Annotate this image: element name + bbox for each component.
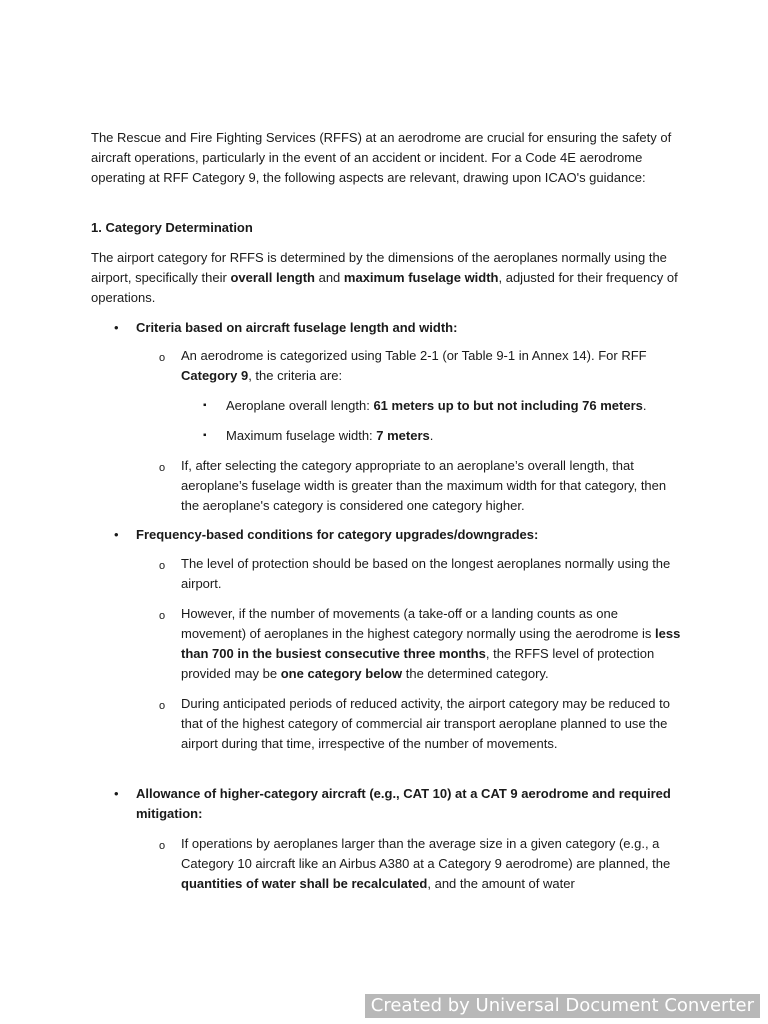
- section-heading: 1. Category Determination: [91, 220, 253, 235]
- circle-marker: o: [159, 352, 166, 364]
- bullet-frequency: Frequency-based conditions for category upgrades/downgrades:: [136, 527, 539, 542]
- bullet-marker: •: [114, 320, 119, 335]
- bold-text: 7 meters: [376, 428, 430, 443]
- text-run: The Rescue and Fire Fighting Services (RFFS) at an aerodrome are crucial for ensuring the safety of aircraft operations, particularly in the event of an accident or incident. For a Code 4E aerodrome operating at RFF Category 9, the following aspects are relevant, drawing upon ICAO's guidance:: [91, 130, 672, 185]
- watermark-banner: Created by Universal Document Converter: [365, 994, 760, 1018]
- text-run: If, after selecting the category appropriate to an aeroplane’s overall length, that aeroplane’s fuselage width is greater than the maximum width for that category, then the aeroplane's category is considered one category higher.: [181, 458, 667, 513]
- circle-marker: o: [159, 610, 166, 622]
- category-paragraph: [91, 248, 691, 308]
- text-run: .: [642, 398, 647, 413]
- text-run: An aerodrome is categorized using Table 2-1 (or Table 9-1 in Annex 14). For RFF: [181, 348, 647, 363]
- sub-item-longest: [181, 554, 681, 594]
- text-run: Maximum fuselage width:: [226, 428, 377, 443]
- text-run: Aeroplane overall length:: [226, 398, 374, 413]
- text-run: , the criteria are:: [248, 368, 343, 383]
- text-run: , the RFFS level of protection provided may be: [181, 646, 655, 681]
- circle-marker: o: [159, 700, 166, 712]
- square-marker: ▪: [203, 400, 207, 411]
- sub-item-width-rule: [181, 456, 681, 516]
- circle-marker: o: [159, 462, 166, 474]
- text-run: and: [314, 270, 344, 285]
- intro-paragraph: [91, 128, 691, 188]
- text-run: The level of protection should be based on the longest aeroplanes normally using the airport.: [181, 556, 671, 591]
- bold-text: less than 700 in the busiest consecutive three months: [181, 626, 681, 661]
- text-run: the determined category.: [402, 666, 549, 681]
- bullet-higher-category: Allowance of higher-category aircraft (e.g., CAT 10) at a CAT 9 aerodrome and required mitigation:: [136, 786, 671, 821]
- bold-text: maximum fuselage width: [343, 270, 499, 285]
- text-run: However, if the number of movements (a take-off or a landing counts as one movement) of aeroplanes in the highest category normally using the aerodrome is: [181, 606, 656, 641]
- bold-text: Category 9: [181, 368, 249, 383]
- text-run: If operations by aeroplanes larger than the average size in a given category (e.g., a Category 10 aircraft like an Airbus A380 at a Category 9 aerodrome) are planned, the: [181, 836, 671, 871]
- criteria-width: [226, 426, 686, 446]
- bold-text: overall length: [230, 270, 315, 285]
- circle-marker: o: [159, 840, 166, 852]
- bold-text: quantities of water shall be recalculated: [181, 876, 428, 891]
- square-marker: ▪: [203, 430, 207, 441]
- text-run: , adjusted for their frequency of operations.: [91, 270, 678, 305]
- bullet-criteria: Criteria based on aircraft fuselage length and width:: [136, 320, 458, 335]
- sub-item-movements: [181, 604, 681, 684]
- text-run: During anticipated periods of reduced activity, the airport category may be reduced to that of the highest category of commercial air transport aeroplane planned to use the airport during that time, irrespective of the number of movements.: [181, 696, 670, 751]
- text-run: , and the amount of water: [427, 876, 575, 891]
- text-run: .: [429, 428, 434, 443]
- sub-item-recalculate: [181, 834, 681, 894]
- bullet-marker: •: [114, 786, 119, 801]
- circle-marker: o: [159, 560, 166, 572]
- bold-text: one category below: [280, 666, 403, 681]
- sub-item-table: [181, 346, 681, 386]
- bullet-marker: •: [114, 527, 119, 542]
- bold-text: 61 meters up to but not including 76 meters: [373, 398, 643, 413]
- criteria-length: [226, 396, 686, 416]
- sub-item-reduced-activity: [181, 694, 681, 754]
- text-run: The airport category for RFFS is determined by the dimensions of the aeroplanes normally using the airport, specifically their: [91, 250, 667, 285]
